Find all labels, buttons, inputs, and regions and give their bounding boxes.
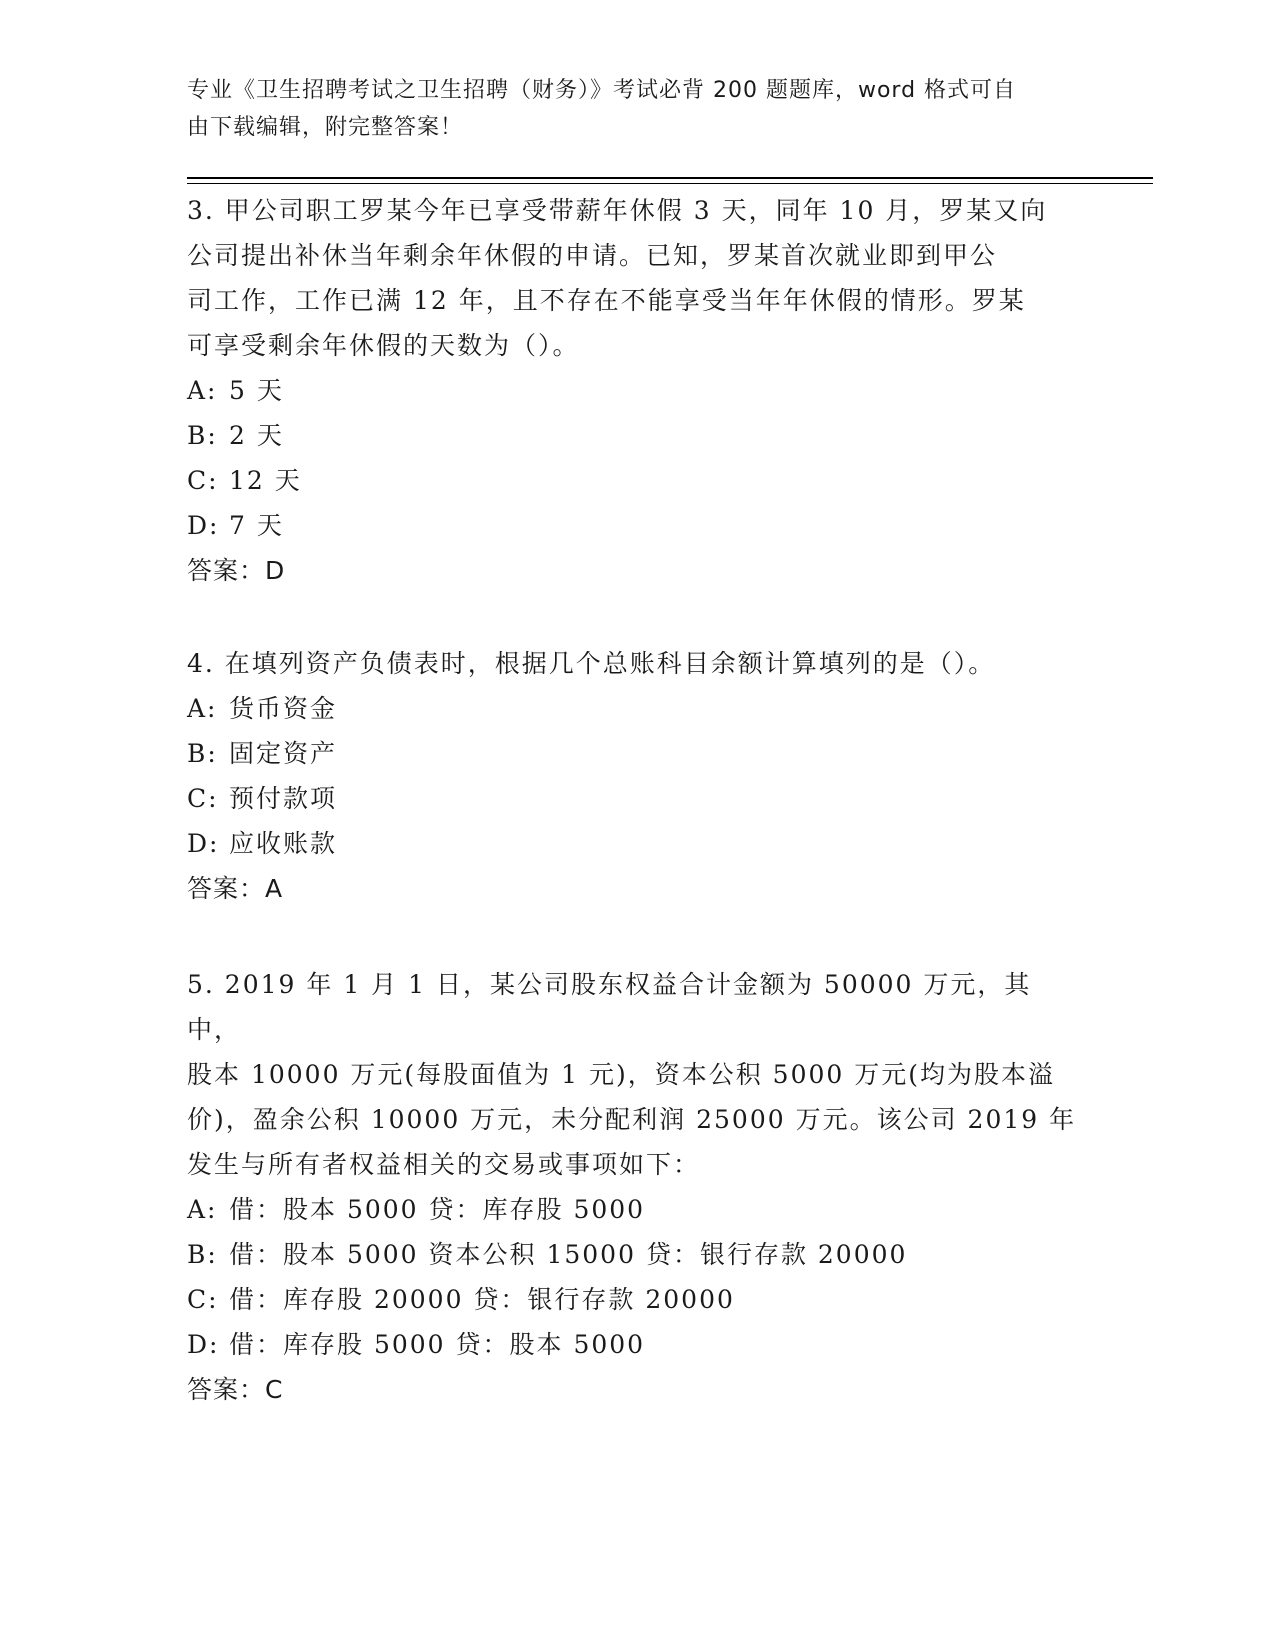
option-text: 借：库存股 5000 贷：股本 5000 [229,1330,646,1359]
option-text: 借：库存股 20000 贷：银行存款 20000 [229,1285,735,1314]
option-b [187,731,1077,776]
option-text: 2 天 [229,421,284,450]
option-c [187,458,1077,503]
option-b [187,1232,1077,1277]
option-key: D: [187,511,220,540]
option-key: A: [187,1195,218,1224]
option-d [187,821,1077,866]
option-d [187,503,1077,548]
question-stem-line: 3. 甲公司职工罗某今年已享受带薪年休假 3 天，同年 10 月，罗某又向 [187,196,1048,225]
question-3 [187,188,1077,593]
answer-line: 答案：A [187,874,284,903]
header-divider-thin [187,183,1153,184]
option-text: 预付款项 [229,784,338,813]
option-a [187,1187,1077,1232]
question-stem-line: 价)，盈余公积 10000 万元，未分配利润 25000 万元。该公司 2019 年 [187,1105,1077,1134]
answer-line: 答案：D [187,556,286,585]
option-text: 5 天 [229,376,284,405]
question-stem-line: 4. 在填列资产负债表时，根据几个总账科目余额计算填列的是（）。 [187,649,996,678]
question-stem-line: 股本 10000 万元(每股面值为 1 元)，资本公积 5000 万元(均为股本溢 [187,1060,1056,1089]
option-key: C: [187,1285,219,1314]
option-key: D: [187,1330,220,1359]
header-line-2: 由下载编辑，附完整答案！ [187,115,464,140]
option-key: C: [187,466,219,495]
option-a [187,368,1077,413]
option-c [187,776,1077,821]
question-stem-line: 发生与所有者权益相关的交易或事项如下： [187,1150,701,1179]
question-stem-line: 可享受剩余年休假的天数为（）。 [187,331,580,360]
option-text: 应收账款 [229,829,338,858]
option-b [187,413,1077,458]
header-divider-thick [187,177,1153,179]
option-key: C: [187,784,219,813]
question-5 [187,962,1077,1412]
option-text: 借：股本 5000 贷：库存股 5000 [229,1195,646,1224]
question-stem-line: 公司提出补休当年剩余年休假的申请。已知，罗某首次就业即到甲公 [187,241,998,270]
option-text: 借：股本 5000 资本公积 15000 贷：银行存款 20000 [229,1240,908,1269]
option-key: A: [187,694,218,723]
header-line-1: 专业《卫生招聘考试之卫生招聘（财务）》考试必背 200 题题库，word 格式可自 [187,78,1017,103]
option-key: B: [187,1240,218,1269]
option-key: D: [187,829,220,858]
option-c [187,1277,1077,1322]
question-4 [187,641,1077,911]
question-stem-line: 5. 2019 年 1 月 1 日，某公司股东权益合计金额为 50000 万元，其中， [187,970,1032,1044]
option-text: 货币资金 [229,694,338,723]
option-text: 12 天 [229,466,302,495]
option-text: 7 天 [229,511,284,540]
answer-line: 答案：C [187,1375,284,1404]
option-d [187,1322,1077,1367]
document-header [187,72,1067,146]
option-text: 固定资产 [229,739,338,768]
option-a [187,686,1077,731]
option-key: B: [187,739,218,768]
option-key: A: [187,376,218,405]
option-key: B: [187,421,218,450]
question-stem-line: 司工作，工作已满 12 年，且不存在不能享受当年年休假的情形。罗某 [187,286,1026,315]
